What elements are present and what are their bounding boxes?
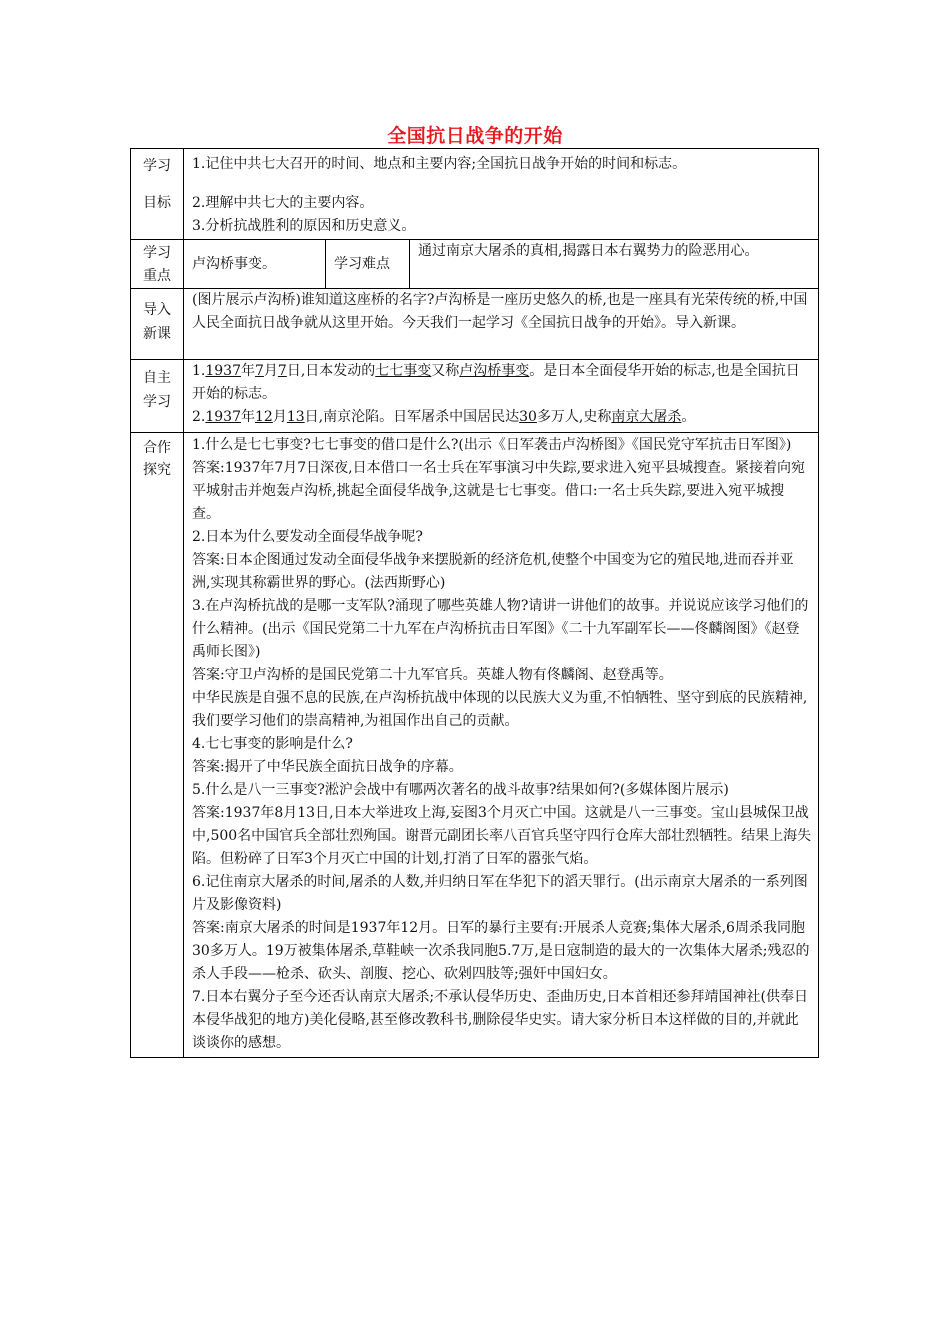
blank-event: 七七事变 [375, 363, 432, 379]
blank-day: 7 [277, 363, 287, 379]
focus-text: 卢沟桥事变。 [184, 240, 326, 289]
goal-item: 1.记住中共七大召开的时间、地点和主要内容;全国抗日战争开始的时间和标志。 [192, 156, 687, 172]
blank-event-alt: 卢沟桥事变 [459, 363, 530, 379]
inquiry-content [184, 433, 819, 1058]
inquiry-paragraph: 中华民族是自强不息的民族,在卢沟桥抗战中体现的以民族大义为重,不怕牺牲、坚守到底的民族精神,我们要学习他们的崇高精神,为祖国作出自己的贡献。 [192, 690, 808, 729]
blank-event: 南京大屠杀 [611, 409, 682, 425]
focus-label-line2: 重点 [143, 268, 171, 284]
goal-item: 3.分析抗战胜利的原因和历史意义。 [192, 218, 416, 234]
focus-row [131, 240, 819, 289]
blank-day: 13 [286, 409, 305, 425]
intro-row [131, 289, 819, 360]
goals-label-line1: 学习 [143, 158, 171, 174]
inquiry-paragraph: 7.日本右翼分子至今还否认南京大屠杀;不承认侵华历史、歪曲历史,日本首相还参拜靖国神社(供奉日本侵华战犯的地方)美化侵略,甚至修改教科书,删除侵华史实。请大家分析日本这样做的目的,并就此谈谈你的感想。 [192, 989, 808, 1051]
self-study-label-line2: 学习 [143, 394, 171, 410]
intro-label-line1: 导入 [143, 302, 171, 318]
blank-count: 30 [519, 409, 537, 425]
inquiry-paragraph: 3.在卢沟桥抗战的是哪一支军队?涌现了哪些英雄人物?请讲一讲他们的故事。并说说应该学习他们的什么精神。(出示《国民党第二十九军在卢沟桥抗击日军图》《二十九军副军长——佟麟阁图》《赵登禹师长图》) [192, 598, 809, 660]
focus-label-line1: 学习 [143, 245, 171, 261]
intro-text: (图片展示卢沟桥)谁知道这座桥的名字?卢沟桥是一座历史悠久的桥,也是一座具有光荣传统的桥,中国人民全面抗日战争就从这里开始。今天我们一起学习《全国抗日战争的开始》。导入新课。 [184, 289, 819, 360]
inquiry-label [131, 433, 184, 1058]
inquiry-paragraph: 答案:1937年8月13日,日本大举进攻上海,妄图3个月灭亡中国。这就是八一三事变。宝山县城保卫战中,500名中国官兵全部壮烈殉国。谢晋元副团长率八百官兵坚守四行仓库大部壮烈牺牲。结果上海失陷。但粉碎了日军3个月灭亡中国的计划,打消了日军的嚣张气焰。 [192, 805, 812, 867]
self-study-label-line1: 自主 [143, 370, 171, 386]
blank-year: 1937 [205, 363, 241, 379]
self-study-item-2: 2.1937年12月13日,南京沦陷。日军屠杀中国居民达30多万人,史称南京大屠杀。 [192, 409, 696, 425]
inquiry-paragraph: 答案:揭开了中华民族全面抗日战争的序幕。 [192, 759, 463, 775]
goals-label-line2: 目标 [143, 195, 171, 211]
blank-month: 12 [255, 409, 273, 425]
inquiry-row [131, 433, 819, 1058]
focus-label [131, 240, 184, 289]
difficulty-label: 学习难点 [326, 240, 410, 289]
intro-label-line2: 新课 [143, 326, 171, 342]
difficulty-text: 通过南京大屠杀的真相,揭露日本右翼势力的险恶用心。 [410, 240, 819, 289]
inquiry-paragraph: 答案:南京大屠杀的时间是1937年12月。日军的暴行主要有:开展杀人竞赛;集体大屠杀,6周杀我同胞30多万人。19万被集体屠杀,草鞋峡一次杀我同胞5.7万,是日寇制造的最大的一次集体大屠杀;残忍的杀人手段——枪杀、砍头、剖腹、挖心、砍剁四肢等;强奸中国妇女。 [192, 920, 810, 982]
intro-label [131, 289, 184, 360]
inquiry-paragraph: 答案:守卫卢沟桥的是国民党第二十九军官兵。英雄人物有佟麟阁、赵登禹等。 [192, 667, 673, 683]
goal-item: 2.理解中共七大的主要内容。 [192, 195, 374, 211]
self-study-item-1: 1.1937年7月7日,日本发动的七七事变又称卢沟桥事变。是日本全面侵华开始的标志,也是全国抗日开始的标志。 [192, 363, 800, 402]
goals-label [131, 149, 184, 240]
blank-year: 1937 [205, 409, 241, 425]
inquiry-paragraph: 6.记住南京大屠杀的时间,屠杀的人数,并归纳日军在华犯下的滔天罪行。(出示南京大屠杀的一系列图片及影像资料) [192, 874, 808, 913]
goals-row [131, 149, 819, 240]
inquiry-label-line2: 探究 [143, 462, 171, 478]
inquiry-paragraph: 答案:1937年7月7日深夜,日本借口一名士兵在军事演习中失踪,要求进入宛平县城搜查。紧接着向宛平城射击并炮轰卢沟桥,挑起全面侵华战争,这就是七七事变。借口:一名士兵失踪,要进入宛平城搜查。 [192, 460, 806, 522]
page-title: 全国抗日战争的开始 [387, 125, 563, 147]
inquiry-paragraph: 4.七七事变的影响是什么? [192, 736, 353, 752]
self-study-label [131, 360, 184, 433]
self-study-row [131, 360, 819, 433]
self-study-content [184, 360, 819, 433]
inquiry-paragraph: 1.什么是七七事变?七七事变的借口是什么?(出示《日军袭击卢沟桥图》《国民党守军抗击日军图》) [192, 437, 792, 453]
inquiry-paragraph: 答案:日本企图通过发动全面侵华战争来摆脱新的经济危机,使整个中国变为它的殖民地,进而吞并亚洲,实现其称霸世界的野心。(法西斯野心) [192, 552, 794, 591]
blank-month: 7 [255, 363, 264, 379]
lesson-plan-table [130, 148, 819, 1058]
inquiry-paragraph: 2.日本为什么要发动全面侵华战争呢? [192, 529, 423, 545]
goals-content [184, 149, 819, 240]
inquiry-paragraph: 5.什么是八一三事变?淞沪会战中有哪两次著名的战斗故事?结果如何?(多媒体图片展示) [192, 782, 729, 798]
inquiry-label-line1: 合作 [143, 440, 171, 456]
